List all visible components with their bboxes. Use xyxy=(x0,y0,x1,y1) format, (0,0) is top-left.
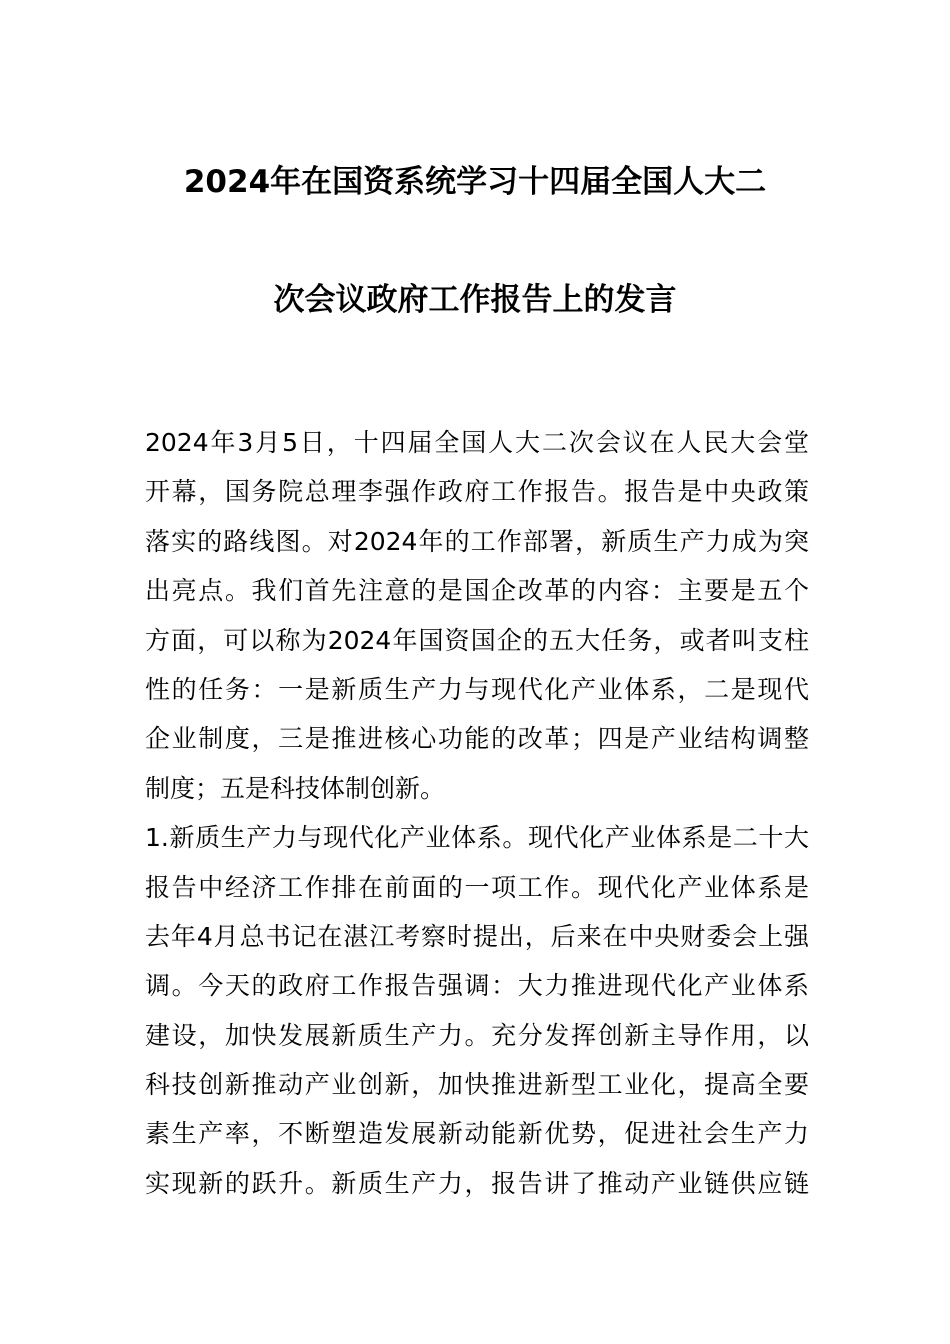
body-line: 2024年3月5日，十四届全国人大二次会议在人民大会堂 xyxy=(145,428,809,457)
body-line: 开幕，国务院总理李强作政府工作报告。报告是中央政策 xyxy=(145,477,809,507)
body-line: 调。今天的政府工作报告强调：大力推进现代化产业体系 xyxy=(145,971,809,1001)
body-line: 科技创新推动产业创新，加快推进新型工业化，提高全要 xyxy=(145,1070,809,1100)
body-line: 性的任务：一是新质生产力与现代化产业体系，二是现代 xyxy=(145,674,809,704)
body-line: 企业制度，三是推进核心功能的改革；四是产业结构调整 xyxy=(145,724,809,754)
body-line: 落实的路线图。对2024年的工作部署，新质生产力成为突 xyxy=(145,526,809,556)
body-line: 1.新质生产力与现代化产业体系。现代化产业体系是二十大 xyxy=(145,823,809,853)
body-line: 方面，可以称为2024年国资国企的五大任务，或者叫支柱 xyxy=(145,625,809,655)
document-body xyxy=(145,418,809,1208)
body-line: 报告中经济工作排在前面的一项工作。现代化产业体系是 xyxy=(145,872,809,902)
body-line: 素生产率，不断塑造发展新动能新优势，促进社会生产力 xyxy=(145,1119,809,1149)
document-title-line-2: 次会议政府工作报告上的发言 xyxy=(273,282,677,318)
document-title-line-1: 2024年在国资系统学习十四届全国人大二 xyxy=(183,164,767,200)
body-line: 去年4月总书记在湛江考察时提出，后来在中央财委会上强 xyxy=(145,921,809,951)
body-line: 建设，加快发展新质生产力。充分发挥创新主导作用，以 xyxy=(145,1020,809,1050)
body-line: 出亮点。我们首先注意的是国企改革的内容：主要是五个 xyxy=(145,576,809,606)
body-line: 制度；五是科技体制创新。 xyxy=(145,773,446,803)
body-line: 实现新的跃升。新质生产力，报告讲了推动产业链供应链 xyxy=(145,1168,809,1198)
